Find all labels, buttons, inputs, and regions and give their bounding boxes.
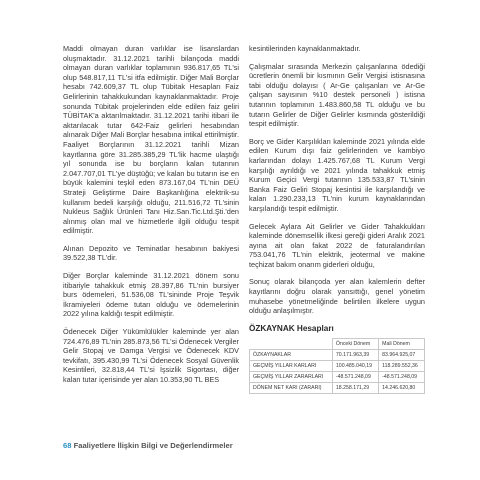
paragraph: Ödenecek Diğer Yükümlülükler kaleminde yer alan 724.476,89 TL'nin 285.873,56 TL'si Ödenecek Vergiler Gelir Stopaj ve Damga Vergisi ve Ödenecek KDV tevkifatı, 395.430,99 TL'si Ödenecek Sosyal Güvenlik Kesintileri, 32.818,44 TL'si İşsizlik Sigortası, diğer kalan tutar içerisinde yer alan 10.353,90 TL BES xyxy=(63,327,239,384)
page-footer xyxy=(63,441,233,450)
left-column xyxy=(63,44,239,393)
section-title: ÖZKAYNAK Hesapları xyxy=(249,323,334,333)
table-row xyxy=(250,360,425,371)
page-number: 68 xyxy=(63,441,72,450)
right-column xyxy=(249,44,425,394)
table-cell: 70.171.963,39 xyxy=(332,349,378,360)
table-cell: 100.485.040,19 xyxy=(332,360,378,371)
table-row xyxy=(250,382,425,393)
table-cell: GEÇMİŞ YILLAR ZARARLARI xyxy=(250,371,333,382)
table-cell: DÖNEM NET KARI (ZARARI) xyxy=(250,382,333,393)
table-header-cell: Mali Dönem xyxy=(379,338,425,349)
table-row xyxy=(250,371,425,382)
table-cell: -48.571.248,09 xyxy=(379,371,425,382)
table-header-row xyxy=(250,338,425,349)
paragraph: Sonuç olarak bilançoda yer alan kalemlerin defter kayıtlarını doğru olarak yansıttığı, genel yönetim muhasebe yönetmeliğinde belirtilen ilkelere uygun olduğu anlaşılmıştır. xyxy=(249,277,425,316)
paragraph: Maddi olmayan duran varlıklar ise lisanslardan oluşmaktadır. 31.12.2021 tarihli bilançoda maddi olmayan duran varlıklar toplamının 936.817,65 TL'si olup 548.817,11 TL'si itfa edilmiştir. Diğer Mali Borçlar hesabı 742.609,37 TL olup Tübitak Hesapları Faiz Gelirlerinin tahakkukundan kaynaklanmaktadır. Proje sonunda Tübitak projelerinden elde edilen faiz geliri TÜBİTAK'a aktarılmaktadır. 31.12.2021 tarihi itibari ile aktarılacak tutar 642-Faiz gelirleri hesabından alınarak Diğer Mali Borçlar hesabına intikal ettirilmiştir. Faaliyet Borçlarının 31.12.2021 tarihli Mizan kayıtlarına göre 31.285.385,29 TL'lik hacme ulaştığı yıl sonunda ise bu borçların kalan tutarının 2.047.707,01 TL'ye düştüğü; ve kalan bu tutarın ise en büyük kalemini teşkil eden 873.167,04 TL'nin DEÜ Strateji Geliştirme Daire Başkanlığına elektrik-su kullanım bedeli karşılığı olduğu, 211.516,72 TL'sinin Nukleus Sağlık Ürünleri Tanı Hiz.San.Tic.Ltd.Şti.'den alınmış olan mal ve hizmetlerle ilgili olduğu tespit edilmiştir. xyxy=(63,44,239,236)
paragraph: Borç ve Gider Karşılıkları kaleminde 2021 yılında elde edilen Kurum dışı faiz gelirlerinden ve kambiyo karlarından dolayı 1.425.767,68 TL Kurum Vergi karşılığı ayrıldığı ve 2021 yılında tahakkuk etmiş Kurum Geçici Vergi tutarının 135.533,87 TL'sinin Banka Faiz Geliri Stopaj kesintisi ile karşılandığı ve kalan 1.290.233,13 TL'nin kurum kaynaklarından karşılandığı tespit edilmiştir. xyxy=(249,136,425,213)
table-cell: 118.289.552,36 xyxy=(379,360,425,371)
paragraph: kesintilerinden kaynaklanmaktadır. xyxy=(249,44,361,53)
table-header-cell xyxy=(250,338,333,349)
table-cell: 14.246.620,80 xyxy=(379,382,425,393)
table-cell: -48.571.248,09 xyxy=(332,371,378,382)
paragraph: Alınan Depozito ve Teminatlar hesabının bakiyesi 39.522,38 TL'dir. xyxy=(63,243,239,263)
table-cell: 18.258.171,29 xyxy=(332,382,378,393)
table-header-cell: Önceki Dönem xyxy=(332,338,378,349)
table-cell: ÖZKAYNAKLAR xyxy=(250,349,333,360)
table-cell: GEÇMİŞ YILLAR KARLARI xyxy=(250,360,333,371)
table-row xyxy=(250,349,425,360)
paragraph: Çalışmalar sırasında Merkezin çalışanlarına ödediği ücretlerin önemli bir kısmının Gelir Vergisi istisnasına tabi olduğu dolayısı ( Ar-Ge çalışanları ve Ar-Ge çalışan sayısının %10 destek personeli ) istisna tutarının toplamının 1.483.860,58 TL olduğu ve bu tutarın Gelirler de Diğer Gelirler kısmında gösterildiği tespit edilmiştir. xyxy=(249,61,425,129)
paragraph: Diğer Borçlar kaleminde 31.12.2021 dönem sonu itibariyle tahakkuk etmiş 28.397,86 TL'nin bursiyer burs ödemeleri, 51.536,08 TL'sininde Proje Teşvik İkramiyeleri ödeme tutarı olduğu ve ödemelerinin 2022 yılına kaldığı tespit edilmiştir. xyxy=(63,271,239,319)
paragraph: Gelecek Aylara Ait Gelirler ve Gider Tahakkukları kaleminde dönemsellik ilkesi gereği gideri Aralık 2021 ayına ait olan fakat 2022 de faturalandırılan 753.041,76 TL'nin elektrik, jeotermal ve makine teçhizat bakım onarım giderleri olduğu, xyxy=(249,221,425,269)
footer-title: Faaliyetlere İlişkin Bilgi ve Değerlendirmeler xyxy=(73,441,233,450)
table-cell: 83.964.925,07 xyxy=(379,349,425,360)
equity-table xyxy=(249,338,425,394)
